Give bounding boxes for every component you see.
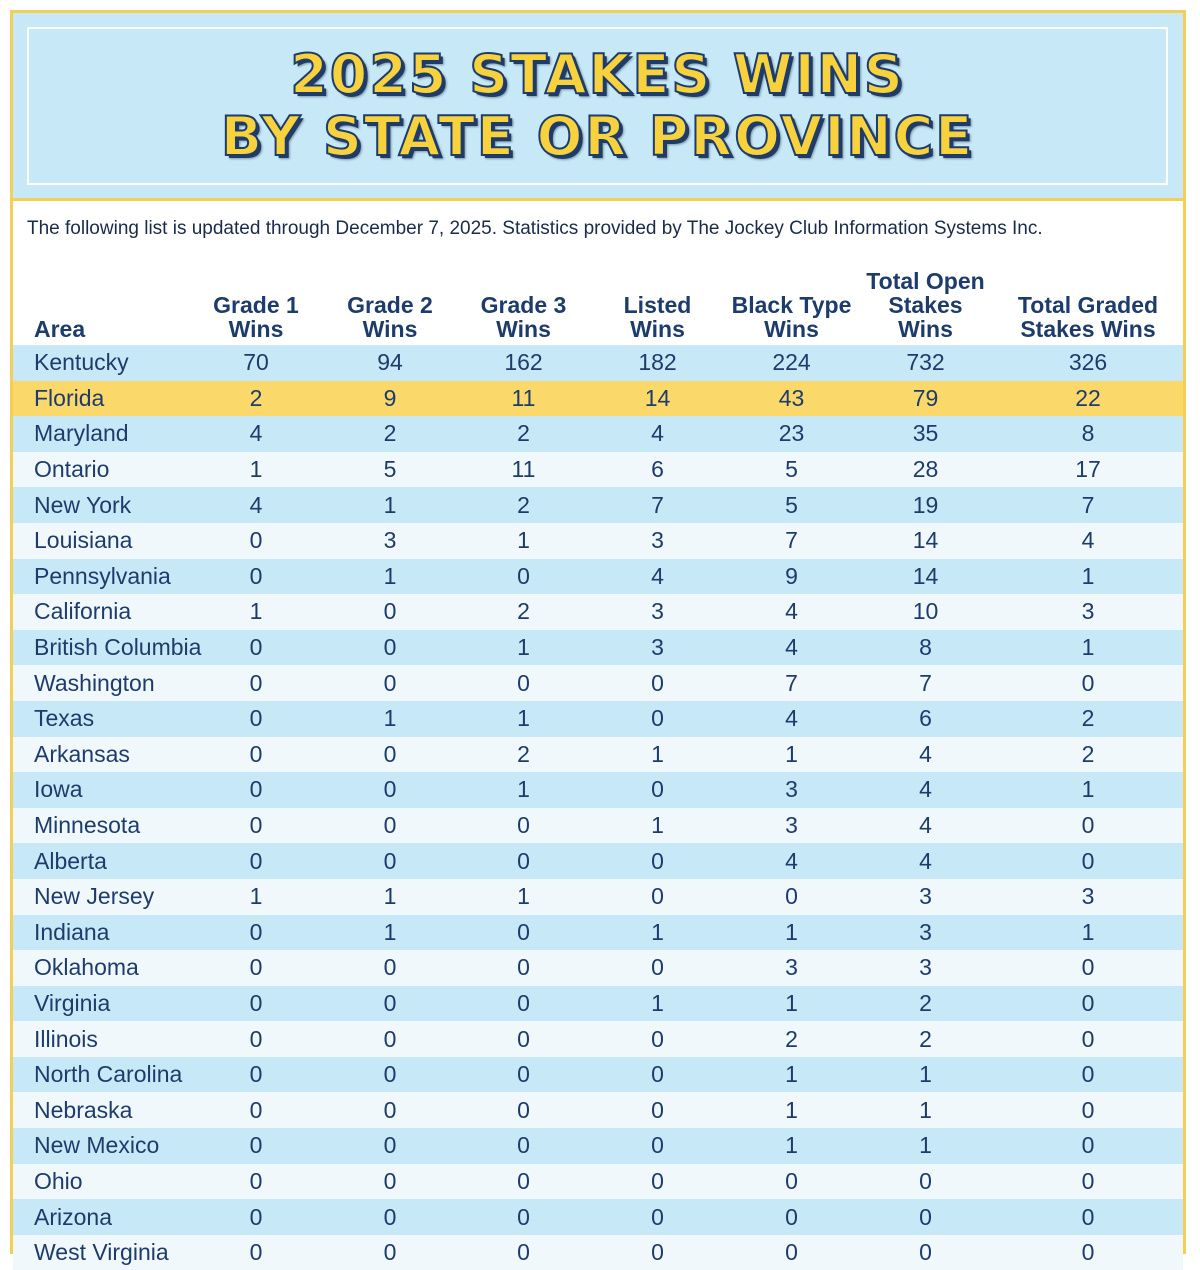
cell-listed-wins: 0: [651, 883, 664, 910]
cell-area: Illinois: [34, 1025, 98, 1052]
cell-grade2-wins: 0: [383, 1096, 397, 1123]
table-row: [13, 1128, 1183, 1164]
cell-black-type-wins: 0: [785, 1203, 798, 1230]
cell-grade1-wins: 2: [249, 384, 263, 411]
cell-black-type-wins: 0: [785, 1167, 798, 1194]
table-body: [13, 345, 1183, 1270]
cell-total-open-stakes-wins: 0: [919, 1239, 932, 1266]
cell-area: Louisiana: [34, 527, 133, 554]
cell-grade3-wins: 162: [504, 349, 543, 376]
cell-grade3-wins: 2: [517, 491, 530, 518]
cell-total-graded-stakes-wins: 0: [1081, 954, 1095, 981]
update-note: The following list is updated through December 7, 2025. Statistics provided by The Jockey Club Information Systems Inc.: [27, 218, 1043, 239]
cell-area: New York: [34, 491, 132, 518]
cell-total-open-stakes-wins: 8: [919, 634, 932, 661]
cell-grade2-wins: 0: [383, 1061, 397, 1088]
cell-black-type-wins: 3: [785, 776, 798, 803]
title-line-1: 2025 STAKES WINS: [290, 43, 905, 106]
cell-listed-wins: 0: [651, 1025, 664, 1052]
cell-grade3-wins: 1: [517, 527, 530, 554]
table-row: [13, 843, 1183, 879]
table-row: [13, 808, 1183, 844]
cell-black-type-wins: 0: [785, 883, 798, 910]
cell-total-graded-stakes-wins: 1: [1081, 776, 1095, 803]
cell-listed-wins: 0: [651, 1239, 664, 1266]
cell-total-open-stakes-wins: 4: [919, 812, 932, 839]
cell-black-type-wins: 3: [785, 812, 798, 839]
table-row: [13, 986, 1183, 1022]
infographic-frame: [10, 10, 1186, 1266]
cell-total-graded-stakes-wins: 0: [1081, 1025, 1095, 1052]
table-row: [13, 381, 1183, 417]
cell-total-open-stakes-wins: 79: [912, 384, 939, 411]
cell-total-graded-stakes-wins: 4: [1081, 527, 1095, 554]
cell-area: Ohio: [34, 1167, 83, 1194]
cell-listed-wins: 3: [651, 527, 664, 554]
cell-grade2-wins: 0: [383, 989, 397, 1016]
cell-total-graded-stakes-wins: 1: [1081, 562, 1095, 589]
cell-area: Kentucky: [34, 349, 129, 376]
cell-grade3-wins: 0: [517, 1096, 530, 1123]
cell-total-open-stakes-wins: 4: [919, 847, 932, 874]
cell-listed-wins: 3: [651, 598, 664, 625]
cell-black-type-wins: 3: [785, 954, 798, 981]
cell-total-graded-stakes-wins: 0: [1081, 989, 1095, 1016]
title-inner-border: [27, 27, 1168, 185]
cell-black-type-wins: 1: [785, 918, 798, 945]
cell-total-graded-stakes-wins: 22: [1075, 384, 1101, 411]
cell-listed-wins: 0: [651, 669, 664, 696]
cell-grade2-wins: 1: [383, 491, 397, 518]
cell-grade2-wins: 9: [383, 384, 397, 411]
cell-grade2-wins: 0: [383, 1025, 397, 1052]
cell-area: Texas: [34, 705, 95, 732]
cell-grade3-wins: 1: [517, 705, 530, 732]
cell-total-open-stakes-wins: 1: [919, 1061, 932, 1088]
cell-grade2-wins: 0: [383, 740, 397, 767]
title-banner: [13, 13, 1183, 201]
cell-grade3-wins: 0: [517, 918, 530, 945]
cell-listed-wins: 4: [651, 420, 664, 447]
table-row: [13, 1092, 1183, 1128]
cell-total-graded-stakes-wins: 3: [1081, 598, 1095, 625]
cell-total-open-stakes-wins: 19: [912, 491, 939, 518]
cell-grade1-wins: 0: [249, 812, 263, 839]
cell-area: West Virginia: [34, 1239, 169, 1266]
cell-total-open-stakes-wins: 6: [919, 705, 932, 732]
header-listed-wins: Listed Wins: [623, 292, 692, 342]
cell-grade1-wins: 0: [249, 1239, 263, 1266]
cell-total-graded-stakes-wins: 1: [1081, 918, 1095, 945]
cell-total-open-stakes-wins: 0: [919, 1203, 932, 1230]
cell-total-graded-stakes-wins: 0: [1081, 1096, 1095, 1123]
cell-grade3-wins: 11: [511, 384, 536, 411]
cell-total-open-stakes-wins: 2: [919, 989, 932, 1016]
cell-black-type-wins: 224: [772, 349, 811, 376]
cell-grade3-wins: 0: [517, 989, 530, 1016]
cell-total-graded-stakes-wins: 2: [1081, 740, 1095, 767]
cell-grade3-wins: 2: [517, 420, 530, 447]
cell-black-type-wins: 7: [785, 669, 798, 696]
cell-listed-wins: 0: [651, 954, 664, 981]
cell-grade2-wins: 1: [383, 918, 397, 945]
table-row: [13, 487, 1183, 523]
cell-listed-wins: 182: [638, 349, 677, 376]
header-black-type-wins: Black Type Wins: [731, 292, 852, 342]
cell-area: Ontario: [34, 456, 110, 483]
cell-total-open-stakes-wins: 14: [912, 562, 939, 589]
cell-area: California: [34, 598, 132, 625]
table-row: [13, 594, 1183, 630]
table-row: [13, 950, 1183, 986]
cell-black-type-wins: 1: [785, 740, 798, 767]
cell-grade3-wins: 0: [517, 847, 530, 874]
cell-grade2-wins: 0: [383, 669, 397, 696]
cell-area: Arizona: [34, 1203, 112, 1230]
cell-total-graded-stakes-wins: 0: [1081, 1203, 1095, 1230]
cell-black-type-wins: 1: [785, 1132, 798, 1159]
table-row: [13, 879, 1183, 915]
cell-total-graded-stakes-wins: 1: [1081, 634, 1095, 661]
cell-grade1-wins: 0: [249, 669, 263, 696]
header-grade3-wins: Grade 3 Wins: [480, 292, 567, 342]
cell-total-open-stakes-wins: 4: [919, 740, 932, 767]
cell-grade2-wins: 2: [383, 420, 397, 447]
cell-black-type-wins: 23: [778, 420, 805, 447]
cell-grade1-wins: 0: [249, 634, 263, 661]
cell-grade1-wins: 0: [249, 1025, 263, 1052]
cell-area: Nebraska: [34, 1096, 133, 1123]
cell-listed-wins: 0: [651, 776, 664, 803]
cell-total-open-stakes-wins: 3: [919, 954, 932, 981]
cell-grade3-wins: 1: [517, 883, 530, 910]
cell-area: Minnesota: [34, 812, 141, 839]
table-row: [13, 1164, 1183, 1200]
cell-total-open-stakes-wins: 4: [919, 776, 932, 803]
cell-listed-wins: 0: [651, 847, 664, 874]
cell-total-graded-stakes-wins: 0: [1081, 669, 1095, 696]
stakes-wins-table: [13, 269, 1183, 1270]
cell-listed-wins: 1: [651, 989, 664, 1016]
cell-black-type-wins: 5: [785, 456, 798, 483]
cell-area: Maryland: [34, 420, 129, 447]
cell-grade1-wins: 0: [249, 527, 263, 554]
cell-grade1-wins: 0: [249, 954, 263, 981]
cell-total-open-stakes-wins: 7: [919, 669, 932, 696]
cell-area: New Mexico: [34, 1132, 160, 1159]
cell-black-type-wins: 9: [785, 562, 798, 589]
cell-grade3-wins: 0: [517, 812, 530, 839]
cell-black-type-wins: 7: [785, 527, 798, 554]
table-row: [13, 523, 1183, 559]
cell-listed-wins: 0: [651, 1096, 664, 1123]
cell-grade2-wins: 0: [383, 847, 397, 874]
cell-listed-wins: 1: [651, 918, 664, 945]
cell-total-graded-stakes-wins: 0: [1081, 1061, 1095, 1088]
cell-area: Florida: [34, 384, 105, 411]
cell-total-open-stakes-wins: 732: [906, 349, 945, 376]
cell-black-type-wins: 43: [778, 384, 805, 411]
cell-grade3-wins: 0: [517, 1025, 530, 1052]
cell-black-type-wins: 2: [785, 1025, 798, 1052]
cell-listed-wins: 0: [651, 1167, 664, 1194]
cell-grade2-wins: 0: [383, 598, 397, 625]
cell-listed-wins: 3: [651, 634, 664, 661]
table-row: [13, 345, 1183, 381]
cell-listed-wins: 1: [651, 812, 664, 839]
cell-grade2-wins: 0: [383, 634, 397, 661]
cell-total-graded-stakes-wins: 0: [1081, 847, 1095, 874]
cell-grade2-wins: 5: [383, 456, 397, 483]
cell-area: North Carolina: [34, 1061, 183, 1088]
cell-total-open-stakes-wins: 1: [919, 1132, 932, 1159]
cell-total-open-stakes-wins: 0: [919, 1167, 932, 1194]
cell-grade1-wins: 0: [249, 705, 263, 732]
cell-listed-wins: 14: [644, 384, 671, 411]
cell-black-type-wins: 4: [785, 847, 798, 874]
cell-grade2-wins: 1: [383, 883, 397, 910]
table-row: [13, 665, 1183, 701]
cell-grade1-wins: 0: [249, 740, 263, 767]
cell-grade3-wins: 0: [517, 1061, 530, 1088]
cell-area: New Jersey: [34, 883, 155, 910]
cell-black-type-wins: 0: [785, 1239, 798, 1266]
cell-listed-wins: 0: [651, 1203, 664, 1230]
cell-grade1-wins: 0: [249, 847, 263, 874]
cell-area: Arkansas: [34, 740, 130, 767]
cell-grade3-wins: 0: [517, 562, 530, 589]
header-area: Area: [34, 316, 86, 342]
table-row: [13, 1235, 1183, 1270]
title-line-2: BY STATE OR PROVINCE: [220, 105, 975, 168]
cell-grade1-wins: 0: [249, 989, 263, 1016]
cell-total-graded-stakes-wins: 326: [1068, 349, 1108, 376]
cell-grade3-wins: 0: [517, 669, 530, 696]
cell-total-graded-stakes-wins: 0: [1081, 1167, 1095, 1194]
cell-black-type-wins: 1: [785, 989, 798, 1016]
cell-total-open-stakes-wins: 10: [912, 598, 939, 625]
cell-total-graded-stakes-wins: 8: [1081, 420, 1095, 447]
cell-grade3-wins: 2: [517, 598, 530, 625]
cell-grade2-wins: 0: [383, 1132, 397, 1159]
cell-total-open-stakes-wins: 2: [919, 1025, 932, 1052]
cell-grade3-wins: 1: [517, 634, 530, 661]
table-row: [13, 772, 1183, 808]
cell-grade1-wins: 0: [249, 1167, 263, 1194]
table-header-row: [13, 269, 1183, 345]
cell-total-graded-stakes-wins: 0: [1081, 812, 1095, 839]
cell-total-open-stakes-wins: 3: [919, 883, 932, 910]
cell-area: Indiana: [34, 918, 110, 945]
cell-total-graded-stakes-wins: 0: [1081, 1132, 1095, 1159]
cell-listed-wins: 1: [651, 740, 664, 767]
table-row: [13, 416, 1183, 452]
header-total-graded-stakes-wins: Total Graded Stakes Wins: [1017, 292, 1159, 342]
header-total-open-stakes-wins: Total Open Stakes Wins: [866, 268, 985, 342]
cell-black-type-wins: 1: [785, 1096, 798, 1123]
cell-area: British Columbia: [34, 634, 202, 661]
cell-area: Iowa: [34, 776, 83, 803]
cell-grade3-wins: 11: [511, 456, 536, 483]
cell-grade1-wins: 0: [249, 918, 263, 945]
cell-total-open-stakes-wins: 3: [919, 918, 932, 945]
cell-area: Washington: [34, 669, 155, 696]
cell-grade3-wins: 0: [517, 1132, 530, 1159]
cell-grade2-wins: 0: [383, 812, 397, 839]
cell-total-open-stakes-wins: 35: [912, 420, 939, 447]
cell-total-open-stakes-wins: 14: [912, 527, 939, 554]
cell-black-type-wins: 4: [785, 598, 798, 625]
table-row: [13, 737, 1183, 773]
cell-listed-wins: 0: [651, 1132, 664, 1159]
header-grade1-wins: Grade 1 Wins: [213, 292, 299, 342]
table-row: [13, 630, 1183, 666]
cell-grade2-wins: 3: [383, 527, 397, 554]
cell-grade2-wins: 0: [383, 1203, 397, 1230]
cell-black-type-wins: 4: [785, 705, 798, 732]
table-row: [13, 915, 1183, 951]
cell-grade1-wins: 0: [249, 1132, 263, 1159]
cell-black-type-wins: 1: [785, 1061, 798, 1088]
cell-total-open-stakes-wins: 1: [919, 1096, 932, 1123]
cell-grade1-wins: 0: [249, 776, 263, 803]
cell-grade1-wins: 0: [249, 1096, 263, 1123]
cell-grade1-wins: 4: [249, 420, 263, 447]
cell-listed-wins: 4: [651, 562, 664, 589]
cell-grade3-wins: 1: [517, 776, 530, 803]
table-row: [13, 1199, 1183, 1235]
cell-grade2-wins: 0: [383, 1167, 397, 1194]
cell-listed-wins: 0: [651, 1061, 664, 1088]
cell-grade1-wins: 0: [249, 1061, 263, 1088]
cell-grade3-wins: 0: [517, 1167, 530, 1194]
cell-area: Oklahoma: [34, 954, 139, 981]
cell-total-graded-stakes-wins: 3: [1081, 883, 1095, 910]
cell-grade1-wins: 0: [249, 1203, 263, 1230]
cell-grade2-wins: 0: [383, 954, 397, 981]
table-row: [13, 701, 1183, 737]
cell-area: Pennsylvania: [34, 562, 171, 589]
cell-total-graded-stakes-wins: 0: [1081, 1239, 1095, 1266]
cell-area: Alberta: [34, 847, 107, 874]
header-grade2-wins: Grade 2 Wins: [347, 292, 433, 342]
cell-grade1-wins: 4: [249, 491, 263, 518]
cell-listed-wins: 0: [651, 705, 664, 732]
table-row: [13, 559, 1183, 595]
table-row: [13, 452, 1183, 488]
cell-grade3-wins: 2: [517, 740, 530, 767]
cell-total-open-stakes-wins: 28: [912, 456, 939, 483]
cell-total-graded-stakes-wins: 17: [1075, 456, 1101, 483]
cell-grade1-wins: 0: [249, 562, 263, 589]
cell-grade3-wins: 0: [517, 1203, 530, 1230]
table-row: [13, 1021, 1183, 1057]
cell-total-graded-stakes-wins: 7: [1081, 491, 1095, 518]
cell-grade1-wins: 1: [249, 456, 263, 483]
cell-total-graded-stakes-wins: 2: [1081, 705, 1095, 732]
cell-listed-wins: 7: [651, 491, 664, 518]
cell-black-type-wins: 4: [785, 634, 798, 661]
cell-grade2-wins: 0: [383, 1239, 397, 1266]
cell-grade2-wins: 94: [377, 349, 403, 376]
cell-grade1-wins: 70: [243, 349, 269, 376]
cell-area: Virginia: [34, 989, 111, 1016]
cell-listed-wins: 6: [651, 456, 664, 483]
cell-black-type-wins: 5: [785, 491, 798, 518]
cell-grade1-wins: 1: [249, 598, 263, 625]
cell-grade3-wins: 0: [517, 954, 530, 981]
cell-grade2-wins: 1: [383, 562, 397, 589]
table-row: [13, 1057, 1183, 1093]
cell-grade3-wins: 0: [517, 1239, 530, 1266]
cell-grade2-wins: 1: [383, 705, 397, 732]
cell-grade1-wins: 1: [249, 883, 263, 910]
cell-grade2-wins: 0: [383, 776, 397, 803]
